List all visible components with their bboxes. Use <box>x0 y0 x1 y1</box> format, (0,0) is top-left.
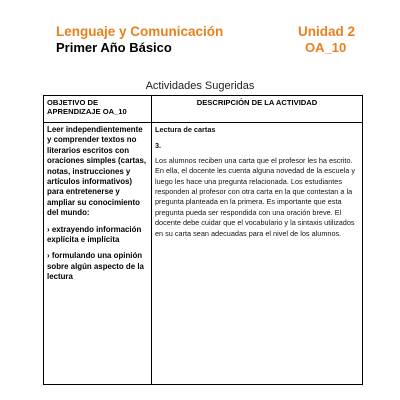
activity-number: 3. <box>155 141 162 151</box>
grade-subtitle: Primer Año Básico <box>56 40 172 55</box>
unit-label: Unidad 2 <box>298 24 356 39</box>
description-cell <box>152 123 363 385</box>
objective-intro: Leer independientemente y comprender textos no literarios escritos con oraciones simples (cartas, notas, instrucciones y artículos informativos) para entretenerse y ampliar su conocimiento del mundo: <box>47 125 147 218</box>
objective-cell <box>44 123 152 385</box>
activity-description: Los alumnos reciben una carta que el profesor les ha escrito. En ella, el docente les cuenta alguna novedad de la escuela y luego les hace una pregunta relacionada. Los estudiantes responden al profesor con otra carta en la que contestan a la pregunta planteada en la primera. Es importante que esta pregunta pueda ser respondida con una oración breve. El docente debe cuidar que el vocabulario y la sintaxis utilizados en su carta sean adecuadas para el nivel de los alumnos. <box>155 155 355 238</box>
objective-bullet: › formulando una opinión sobre algún aspecto de la lectura <box>47 251 144 282</box>
section-title: Actividades Sugeridas <box>145 80 255 92</box>
table-header-row <box>44 96 363 123</box>
objective-bullet: › extrayendo información explícita e implícita <box>47 224 142 245</box>
table-row <box>44 123 363 385</box>
objective-code: OA_10 <box>305 40 347 55</box>
objective-column-header: OBJETIVO DE APRENDIZAJE OA_10 <box>44 96 152 123</box>
activity-label: Lectura de cartas <box>155 125 216 134</box>
subject-title: Lenguaje y Comunicación <box>56 24 224 39</box>
description-column-header: DESCRIPCIÓN DE LA ACTIVIDAD <box>152 96 363 123</box>
activities-table <box>43 95 363 385</box>
